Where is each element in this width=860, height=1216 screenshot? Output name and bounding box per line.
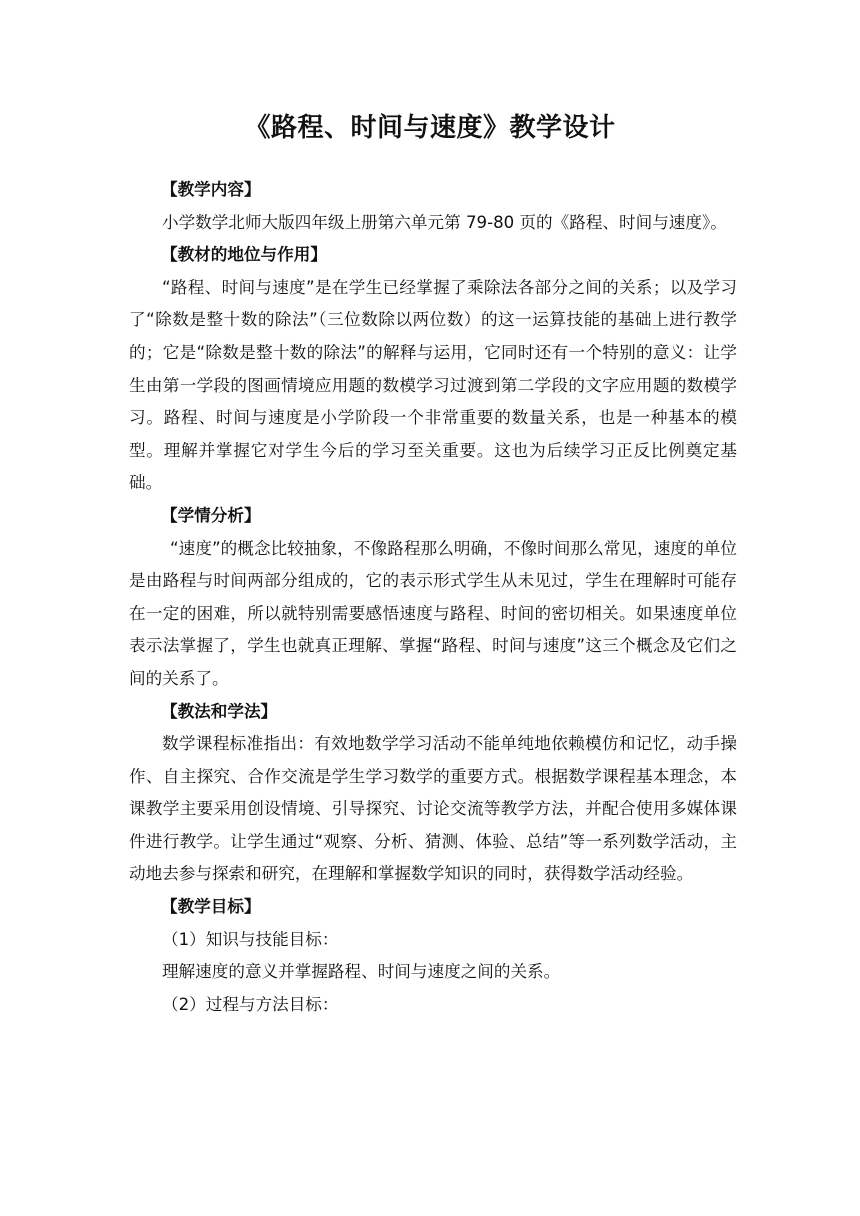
section-heading-methods: 【教法和学法】 (161, 701, 278, 721)
section-heading-teaching-content: 【教学内容】 (161, 180, 261, 199)
paragraph-student-analysis: “速度”的概念比较抽象，不像路程那么明确，不像时间那么常见，速度的单位是由路程与时间两部分组成的，它的表示形式学生从未见过，学生在理解时可能存在一定的困难，所以就特别需要感悟速度与路程、时间的密切相关。如果速度单位表示法掌握了，学生也就真正理解、掌握“路程、时间与速度”这三个概念及它们之间的关系了。 (129, 538, 737, 688)
paragraph-textbook-role: “路程、时间与速度”是在学生已经掌握了乘除法各部分之间的关系；以及学习了“除数是整十数的除法”（三位数除以两位数）的这一运算技能的基础上进行教学的；它是“除数是整十数的除法”的解释与运用，它同时还有一个特别的意义：让学生由第一学段的图画情境应用题的数模学习过渡到第二学段的文字应用题的数模学习。路程、时间与速度是小学阶段一个非常重要的数量关系，也是一种基本的模型。理解并掌握它对学生今后的学习至关重要。这也为后续学习正反比例奠定基础。 (129, 277, 737, 493)
goal-knowledge-heading: （1）知识与技能目标： (162, 929, 339, 949)
goal-process-heading: （2）过程与方法目标： (162, 994, 339, 1014)
paragraph-methods: 数学课程标准指出：有效地数学学习活动不能单纯地依赖模仿和记忆，动手操作、自主探究、合作交流是学生学习数学的重要方式。根据数学课程基本理念，本课教学主要采用创设情境、引导探究、讨论交流等教学方法，并配合使用多媒体课件进行教学。让学生通过“观察、分析、猜测、体验、总结”等一系列数学活动，主动地去参与探索和研究，在理解和掌握数学知识的同时，获得数学活动经验。 (129, 734, 737, 884)
paragraph-teaching-content: 小学数学北师大版四年级上册第六单元第 79-80 页的《路程、时间与速度》。 (162, 212, 727, 232)
section-heading-student-analysis: 【学情分析】 (161, 505, 261, 525)
section-heading-textbook-role: 【教材的地位与作用】 (161, 245, 327, 265)
section-heading-goals: 【教学目标】 (161, 897, 261, 917)
goal-knowledge-text: 理解速度的意义并掌握路程、时间与速度之间的关系。 (162, 962, 561, 982)
document-body (129, 174, 737, 1021)
document-title: 《路程、时间与速度》教学设计 (244, 113, 616, 143)
